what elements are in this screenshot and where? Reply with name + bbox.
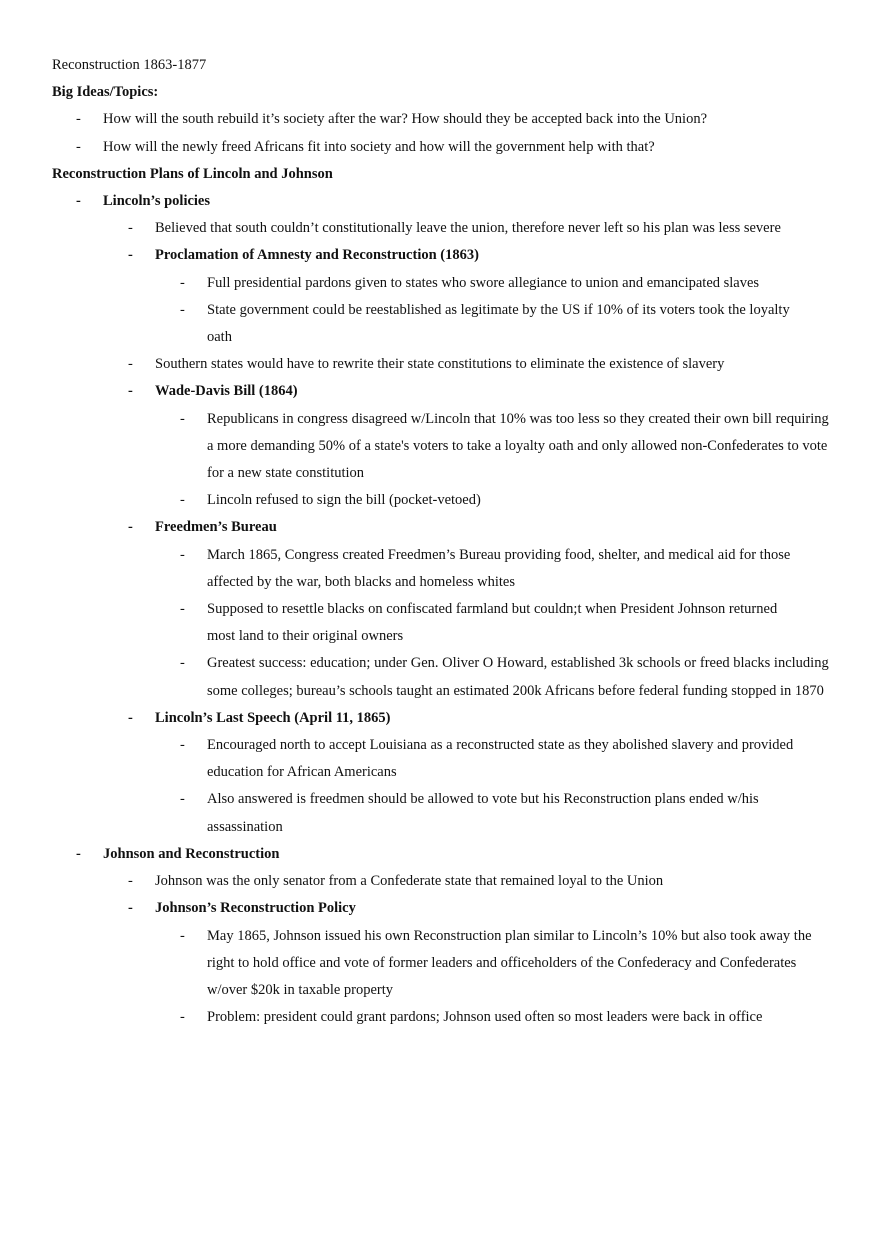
bullet-dash: - xyxy=(180,301,185,318)
list-item-text: Believed that south couldn’t constitutionally leave the union, therefore never left so his plan was less severe xyxy=(155,220,781,237)
list-item xyxy=(52,106,842,133)
list-item xyxy=(52,297,842,351)
lincoln-policies-heading xyxy=(52,188,842,215)
list-item xyxy=(52,134,842,161)
list-item-text: Lincoln refused to sign the bill (pocket-vetoed) xyxy=(207,492,481,509)
johnson-policy-heading xyxy=(52,895,842,922)
bullet-dash: - xyxy=(180,655,185,672)
section-heading-text: Freedmen’s Bureau xyxy=(155,519,277,536)
bullet-dash: - xyxy=(128,356,133,373)
wade-davis-heading xyxy=(52,378,842,405)
johnson-heading xyxy=(52,841,842,868)
section-heading-text: Wade-Davis Bill (1864) xyxy=(155,383,298,400)
bullet-dash: - xyxy=(76,845,81,862)
big-ideas-heading: Big Ideas/Topics: xyxy=(52,84,159,101)
bullet-dash: - xyxy=(180,410,185,427)
list-item-text: March 1865, Congress created Freedmen’s Bureau providing food, shelter, and medical aid for those affected by the war, both blacks and homeless whites xyxy=(207,546,791,590)
section-heading-text: Lincoln’s Last Speech (April 11, 1865) xyxy=(155,709,391,726)
list-item xyxy=(52,868,842,895)
section-heading-text: Johnson’s Reconstruction Policy xyxy=(155,900,356,917)
list-item xyxy=(52,487,842,514)
bullet-dash: - xyxy=(76,138,81,155)
bullet-dash: - xyxy=(180,546,185,563)
bullet-dash: - xyxy=(128,383,133,400)
bullet-dash: - xyxy=(180,492,185,509)
list-item-text: Greatest success: education; under Gen. Oliver O Howard, established 3k schools or freed blacks including some colleges; bureau’s schools taught an estimated 200k Africans before federal funding stopped in 1870 xyxy=(207,655,829,699)
bullet-dash: - xyxy=(128,220,133,237)
list-item-text: State government could be reestablished as legitimate by the US if 10% of its voters took the loyalty oath xyxy=(207,301,790,346)
bullet-dash: - xyxy=(180,737,185,754)
bullet-dash: - xyxy=(76,193,81,210)
bullet-dash: - xyxy=(76,111,81,128)
bullet-dash: - xyxy=(128,873,133,890)
list-item-text: Full presidential pardons given to states who swore allegiance to union and emancipated slaves xyxy=(207,274,760,291)
list-item-text: May 1865, Johnson issued his own Reconstruction plan similar to Lincoln’s 10% but also took away the right to hold office and vote of former leaders and officeholders of the Confederacy and Confederates w/over $20k in taxable property xyxy=(207,927,812,998)
list-item xyxy=(52,596,842,650)
bullet-dash: - xyxy=(180,601,185,618)
bullet-dash: - xyxy=(180,791,185,808)
document-page xyxy=(52,52,842,1031)
list-item-text: Southern states would have to rewrite their state constitutions to eliminate the existence of slavery xyxy=(155,356,725,373)
list-item-text: Johnson was the only senator from a Confederate state that remained loyal to the Union xyxy=(155,873,664,890)
freedmen-bureau-heading xyxy=(52,514,842,541)
list-item-text: Encouraged north to accept Louisiana as a reconstructed state as they abolished slavery and provided education for African Americans xyxy=(207,737,794,781)
list-item-text: Also answered is freedmen should be allowed to vote but his Reconstruction plans ended w/his assassination xyxy=(207,791,759,835)
list-item xyxy=(52,786,842,840)
bullet-dash: - xyxy=(180,274,185,291)
list-item-text: Supposed to resettle blacks on confiscated farmland but couldn;t when President Johnson returned most land to their original owners xyxy=(207,601,778,645)
list-item xyxy=(52,923,842,1005)
list-item xyxy=(52,351,842,378)
section-heading-text: Johnson and Reconstruction xyxy=(103,845,280,862)
bullet-dash: - xyxy=(180,1009,185,1026)
list-item xyxy=(52,542,842,596)
list-item-text: How will the newly freed Africans fit into society and how will the government help with that? xyxy=(103,138,655,155)
plans-heading: Reconstruction Plans of Lincoln and Johnson xyxy=(52,165,333,182)
section-heading-text: Proclamation of Amnesty and Reconstruction (1863) xyxy=(155,247,479,264)
proclamation-heading xyxy=(52,242,842,269)
list-item-text: How will the south rebuild it’s society after the war? How should they be accepted back into the Union? xyxy=(103,111,708,128)
bullet-dash: - xyxy=(128,247,133,264)
bullet-dash: - xyxy=(128,709,133,726)
list-item-text: Republicans in congress disagreed w/Lincoln that 10% was too less so they created their own bill requiring a more demanding 50% of a state's voters to take a loyalty oath and only allowed non-Confederates to vote for a new state constitution xyxy=(207,410,829,482)
list-item xyxy=(52,270,842,297)
section-heading-text: Lincoln’s policies xyxy=(103,193,211,210)
bullet-dash: - xyxy=(128,519,133,536)
list-item xyxy=(52,1004,842,1031)
last-speech-heading xyxy=(52,705,842,732)
bullet-dash: - xyxy=(180,927,185,944)
list-item xyxy=(52,732,842,786)
page-title: Reconstruction 1863-1877 xyxy=(52,57,207,73)
list-item xyxy=(52,406,842,488)
list-item xyxy=(52,650,842,704)
list-item xyxy=(52,215,842,242)
bullet-dash: - xyxy=(128,900,133,917)
list-item-text: Problem: president could grant pardons; Johnson used often so most leaders were back in office xyxy=(207,1009,763,1026)
